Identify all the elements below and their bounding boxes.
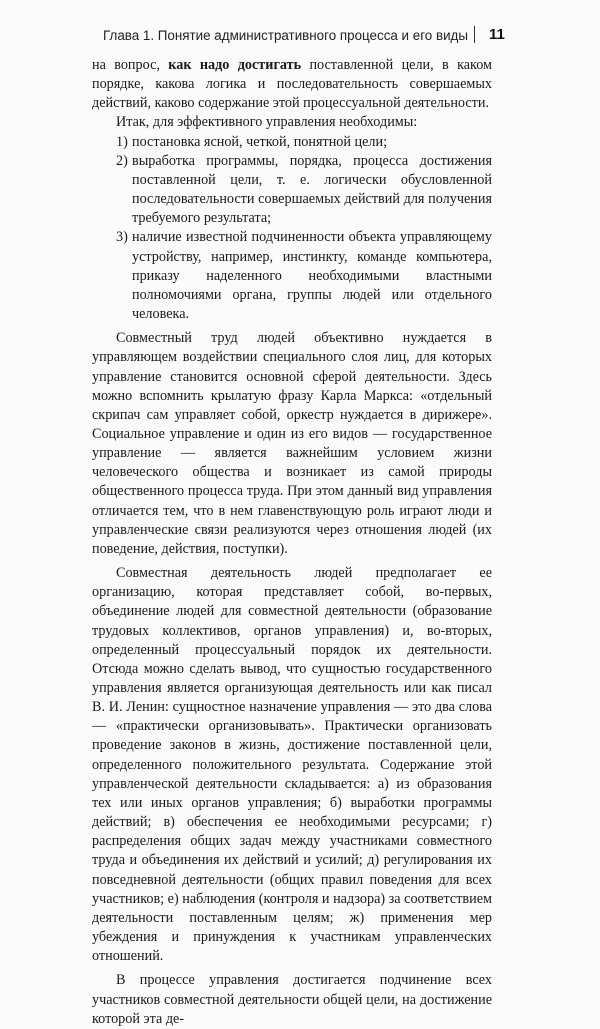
page-number: 11 (489, 26, 505, 43)
paragraph-2: Итак, для эффективного управления необходимы: (116, 114, 418, 131)
list-item: 2) выработка программы, порядка, процесса достижения поставленной цели, т. е. логически обусловленной последовательности совершаемых действий для получения требуемого результата; (116, 152, 492, 227)
paragraph-5: В процессе управления достигается подчинение всех участников совместной деятельности общей цели, на достижение которой эта де- (92, 972, 492, 1027)
bold-phrase: как надо достигать (168, 57, 302, 73)
running-header (0, 0, 600, 48)
requirements-list (92, 133, 492, 325)
header-separator (474, 26, 475, 43)
list-item: 1) постановка ясной, четкой, понятной цели; (116, 133, 388, 150)
paragraph-4: Совместная деятельность людей предполагает ее организацию, которая представляет собой, во-первых, объединение людей для совместной деятельности (образование трудовых коллективов, органов управления) и, во-вторых, определенный процессуальный порядок их деятельности. Отсюда можно сделать вывод, что сущностью государственного управления является организующая деятельность или как писал В. И. Ленин: сущностное назначение управления — это два слова — «практически организовывать». Практически организовать проведение законов в жизнь, достижение поставленной цели, определенного положительного результата. Содержание этой управленческой деятельности складывается: а) из образования тех или иных органов управления; б) выработки программы действий; в) обеспечения ее необходимыми ресурсами; г) распределения общих задач между участниками совместного труда и объединения их действий и усилий; д) регулирования их повседневной деятельности (общих правил поведения для всех участников; е) наблюдения (контроля и надзора) за соответствием деятельности поставленным целям; ж) применения мер убеждения и принуждения к участникам управленческих отношений. (92, 565, 492, 965)
paragraph-3: Совместный труд людей объективно нуждается в управляющем воздействии специального слоя лиц, для которых управление становится основной сферой деятельности. Здесь можно вспомнить крылатую фразу Карла Маркса: «отдельный скрипач сам управляет собой, оркестр нуждается в дирижере». Социальное управление и один из его видов — государственное управление — является важнейшим условием жизни человеческого общества и возникает из самой природы общественного процесса труда. При этом данный вид управления отличается тем, что в нем главенствующую роль играют люди и управленческие связи реализуются через отношения людей (их поведение, действия, поступки). (92, 330, 492, 557)
chapter-title: Глава 1. Понятие административного процесса и его виды (103, 28, 468, 43)
list-item: 3) наличие известной подчиненности объекта управляющему устройству, например, инстинкту, команде компьютера, приказу наделенного необходимыми властными полномочиями органа, группы людей или отдельного человека. (116, 229, 492, 323)
page-body (92, 56, 492, 1029)
paragraph-1: на вопрос, как надо достигать поставленной цели, в каком порядке, какова логика и последовательность совершаемых действий, каково содержание этой процессуальной деятельности. (92, 57, 493, 112)
